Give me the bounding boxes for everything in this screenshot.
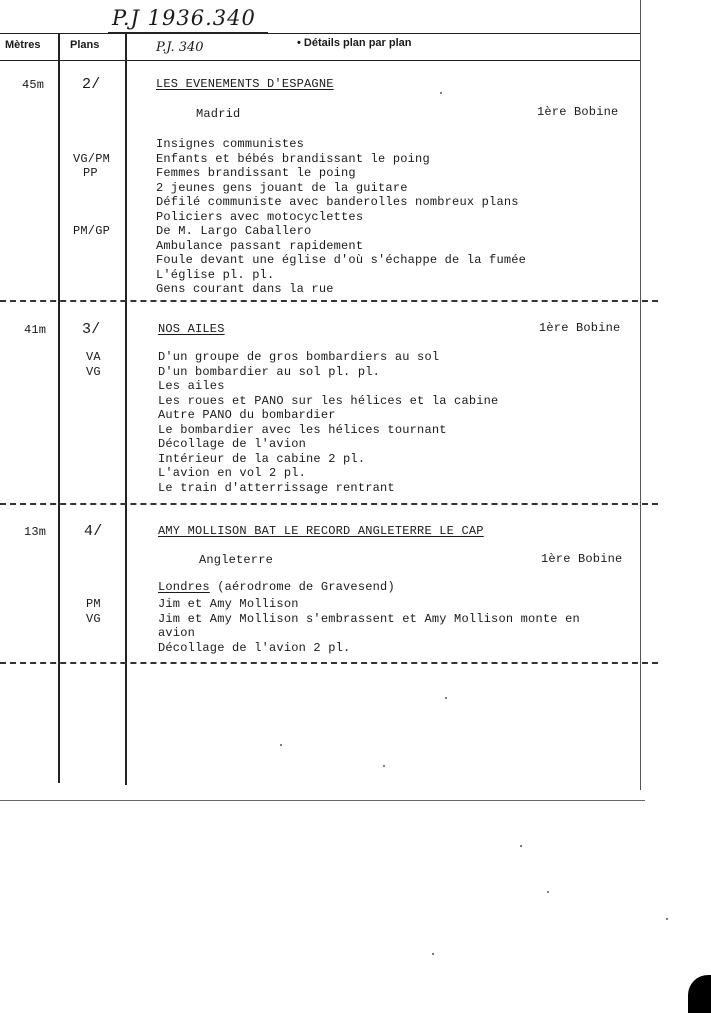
shot-description: De M. Largo Caballero: [156, 224, 312, 238]
plan-code: [73, 282, 110, 297]
section-2-bobine: 1ère Bobine: [539, 321, 621, 335]
plan-code: [73, 195, 110, 210]
plan-code: [73, 253, 110, 268]
shot-description: avion: [158, 626, 196, 640]
scan-speck: [280, 744, 282, 746]
shot-description: D'un groupe de gros bombardiers au sol: [158, 350, 440, 364]
section-3-bobine: 1ère Bobine: [541, 552, 623, 566]
header-bottom-border: [0, 60, 640, 61]
shot-description: Le train d'atterrissage rentrant: [158, 480, 395, 495]
section-1-number: 2/: [82, 76, 101, 93]
section-1-metres: 45m: [22, 78, 45, 92]
plan-code: [73, 181, 110, 196]
scan-speck: [432, 953, 434, 955]
plan-code: PM/GP: [73, 224, 111, 238]
section-2-plans-column: [86, 350, 101, 379]
plan-code: VG: [86, 611, 101, 626]
shot-description: Insignes communistes: [156, 137, 305, 151]
section-1-title: LES EVENEMENTS D'ESPAGNE: [156, 77, 334, 91]
section-divider-1: [0, 300, 658, 302]
shot-description: Autre PANO du bombardier: [158, 408, 336, 422]
shot-description: Policiers avec motocyclettes: [156, 209, 364, 224]
section-3-number: 4/: [84, 523, 103, 540]
scan-speck: [445, 697, 447, 699]
shot-description: L'avion en vol 2 pl.: [158, 466, 307, 480]
shot-description: Foule devant une église d'où s'échappe de la fumée: [156, 253, 527, 267]
bottom-border: [0, 800, 645, 801]
scan-speck: [547, 891, 549, 893]
section-3-descriptions: [158, 597, 580, 655]
shot-description: Jim et Amy Mollison s'embrassent et Amy Mollison monte en: [158, 611, 580, 626]
handwritten-reference: P.J 1936.340: [112, 6, 256, 30]
shot-description: Les roues et PANO sur les hélices et la cabine: [158, 393, 499, 408]
section-divider-3: [0, 662, 658, 664]
header-plans: Plans: [70, 39, 100, 51]
right-border: [640, 0, 641, 790]
plan-code: [73, 268, 110, 283]
section-2-metres: 41m: [24, 323, 47, 337]
shot-description: Décollage de l'avion 2 pl.: [158, 640, 351, 655]
plan-code: [73, 210, 110, 225]
section-3-subtitle-city: Londres: [158, 580, 210, 594]
plan-code: VG/PM: [73, 151, 111, 166]
scan-speck: [666, 918, 668, 920]
shot-description: Intérieur de la cabine 2 pl.: [158, 451, 366, 466]
shot-description: Gens courant dans la rue: [156, 282, 334, 296]
column-divider-1: [58, 33, 60, 783]
plan-code: VG: [86, 364, 101, 379]
section-2-title: NOS AILES: [158, 322, 225, 336]
plan-code: [73, 137, 110, 152]
shot-description: Femmes brandissant le poing: [156, 166, 356, 180]
section-3-subtitle: [158, 580, 395, 594]
plan-code: VA: [86, 350, 101, 364]
shot-description: 2 jeunes gens jouant de la guitare: [156, 180, 408, 195]
top-border: [0, 33, 640, 34]
shot-description: Décollage de l'avion: [158, 437, 307, 451]
section-3-metres: 13m: [24, 525, 47, 539]
scan-speck: [440, 92, 442, 94]
shot-description: L'église pl. pl.: [156, 267, 275, 282]
section-1-bobine: 1ère Bobine: [537, 105, 619, 119]
section-3-plans-column: [86, 597, 101, 626]
scan-edge-artifact: [688, 975, 711, 1013]
shot-description: D'un bombardier au sol pl. pl.: [158, 364, 381, 379]
plan-code: PP: [83, 166, 98, 180]
shot-description: Jim et Amy Mollison: [158, 597, 299, 611]
shot-description: Le bombardier avec les hélices tournant: [158, 422, 447, 437]
section-2-descriptions: [158, 350, 498, 495]
section-3-title: AMY MOLLISON BAT LE RECORD ANGLETERRE LE CAP: [158, 524, 484, 538]
shot-description: Les ailes: [158, 379, 225, 393]
section-1-descriptions: [156, 137, 526, 297]
scan-speck: [520, 845, 522, 847]
header-metres: Mètres: [5, 39, 41, 51]
section-1-place: Madrid: [196, 107, 241, 121]
section-2-number: 3/: [82, 321, 101, 338]
column-divider-2: [125, 33, 127, 785]
shot-description: Ambulance passant rapidement: [156, 238, 364, 253]
plan-code: PM: [86, 597, 101, 611]
section-divider-2: [0, 503, 658, 505]
section-3-subtitle-detail: (aérodrome de Gravesend): [209, 580, 395, 594]
header-handwritten-ref: P.J. 340: [156, 40, 204, 55]
shot-description: Enfants et bébés brandissant le poing: [156, 151, 430, 166]
shot-description: Défilé communiste avec banderolles nombreux plans: [156, 195, 519, 209]
scan-speck: [383, 765, 385, 767]
section-1-plans-column: [73, 137, 110, 297]
header-details: • Détails plan par plan: [297, 37, 412, 49]
section-3-place: Angleterre: [199, 553, 274, 567]
plan-code: [73, 239, 110, 254]
